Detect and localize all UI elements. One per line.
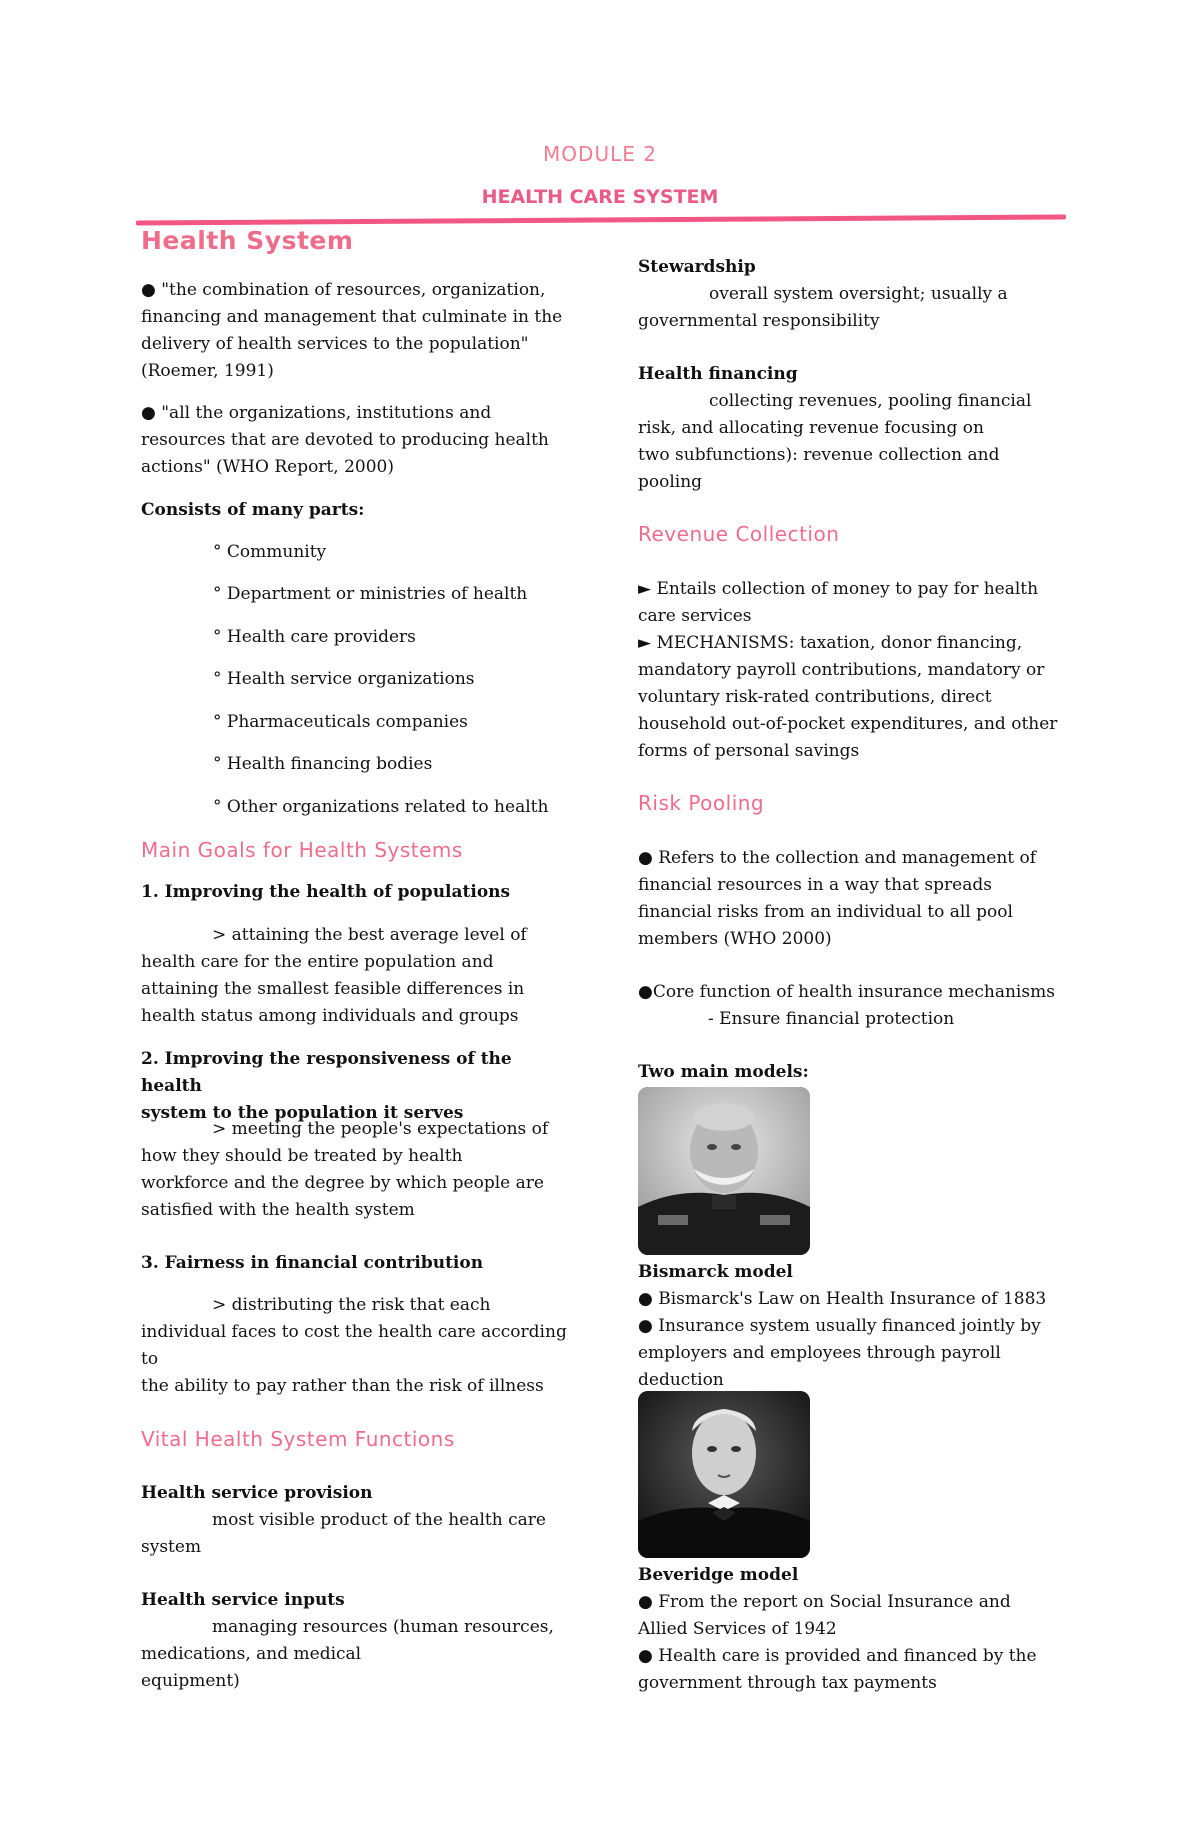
list-item: ° Other organizations related to health	[213, 797, 549, 817]
goal-2-title: 2. Improving the responsiveness of the health system to the population it serves	[141, 1049, 512, 1123]
pink-divider	[136, 214, 1066, 226]
revenue-text: ► Entails collection of money to pay for health care services ► MECHANISMS: taxation, donor financing, mandatory payroll contributions, mandatory or voluntary risk-rated contributions, direct household out-of-pocket expenditures, and other forms of personal savings	[638, 579, 1058, 761]
definition-who: ● "all the organizations, institutions and resources that are devoted to producing health actions" (WHO Report, 2000)	[141, 403, 549, 477]
risk-pooling-core: ●Core function of health insurance mechanisms - Ensure financial protection	[638, 982, 1055, 1029]
bismarck-portrait	[638, 1087, 810, 1255]
bismarck-model: Bismarck model ● Bismarck's Law on Health Insurance of 1883 ● Insurance system usually financed jointly by employers and employees through payroll deduction	[638, 1262, 1047, 1390]
function-stewardship: Stewardship overall system oversight; usually a governmental responsibility	[638, 257, 1008, 331]
list-item: ° Health financing bodies	[213, 754, 433, 774]
module-title: MODULE 2	[543, 142, 657, 166]
definition-roemer: ● "the combination of resources, organization, financing and management that culminate in the delivery of health services to the population" (Roemer, 1991)	[141, 280, 563, 381]
models-title: Two main models:	[638, 1062, 809, 1082]
risk-pooling-text: ● Refers to the collection and management of financial resources in a way that spreads financial risks from an individual to all pool members (WHO 2000)	[638, 848, 1037, 949]
module-subtitle: HEALTH CARE SYSTEM	[481, 186, 719, 208]
goal-1-text: > attaining the best average level of health care for the entire population and attaining the smallest feasible differences in health status among individuals and groups	[141, 925, 527, 1026]
goal-1-title: 1. Improving the health of populations	[141, 882, 511, 902]
beveridge-model: Beveridge model ● From the report on Social Insurance and Allied Services of 1942 ● Health care is provided and financed by the government through tax payments	[638, 1565, 1037, 1693]
beveridge-portrait	[638, 1391, 810, 1558]
health-system-heading: Health System	[141, 226, 354, 255]
revenue-heading: Revenue Collection	[638, 522, 840, 546]
goal-3-title: 3. Fairness in financial contribution	[141, 1253, 484, 1273]
list-item: ° Health service organizations	[213, 669, 475, 689]
function-provision: Health service provision most visible product of the health care system	[141, 1483, 546, 1557]
functions-heading: Vital Health System Functions	[141, 1427, 455, 1451]
goal-2-text: > meeting the people's expectations of how they should be treated by health workforce and the degree by which people are satisfied with the health system	[141, 1119, 549, 1220]
list-item: ° Health care providers	[213, 627, 416, 647]
bismarck-portrait-icon	[638, 1087, 810, 1255]
parts-title: Consists of many parts:	[141, 500, 365, 520]
risk-pooling-heading: Risk Pooling	[638, 791, 765, 815]
goals-heading: Main Goals for Health Systems	[141, 838, 463, 862]
list-item: ° Department or ministries of health	[213, 584, 528, 604]
function-financing: Health financing collecting revenues, pooling financial risk, and allocating revenue focusing on two subfunctions): revenue collection and pooling	[638, 364, 1032, 492]
goal-3-text: > distributing the risk that each individual faces to cost the health care according to the ability to pay rather than the risk of illness	[141, 1295, 567, 1396]
function-inputs: Health service inputs managing resources (human resources, medications, and medical equipment)	[141, 1590, 554, 1691]
beveridge-portrait-icon	[638, 1391, 810, 1558]
list-item: ° Pharmaceuticals companies	[213, 712, 468, 732]
list-item: ° Community	[213, 542, 327, 562]
